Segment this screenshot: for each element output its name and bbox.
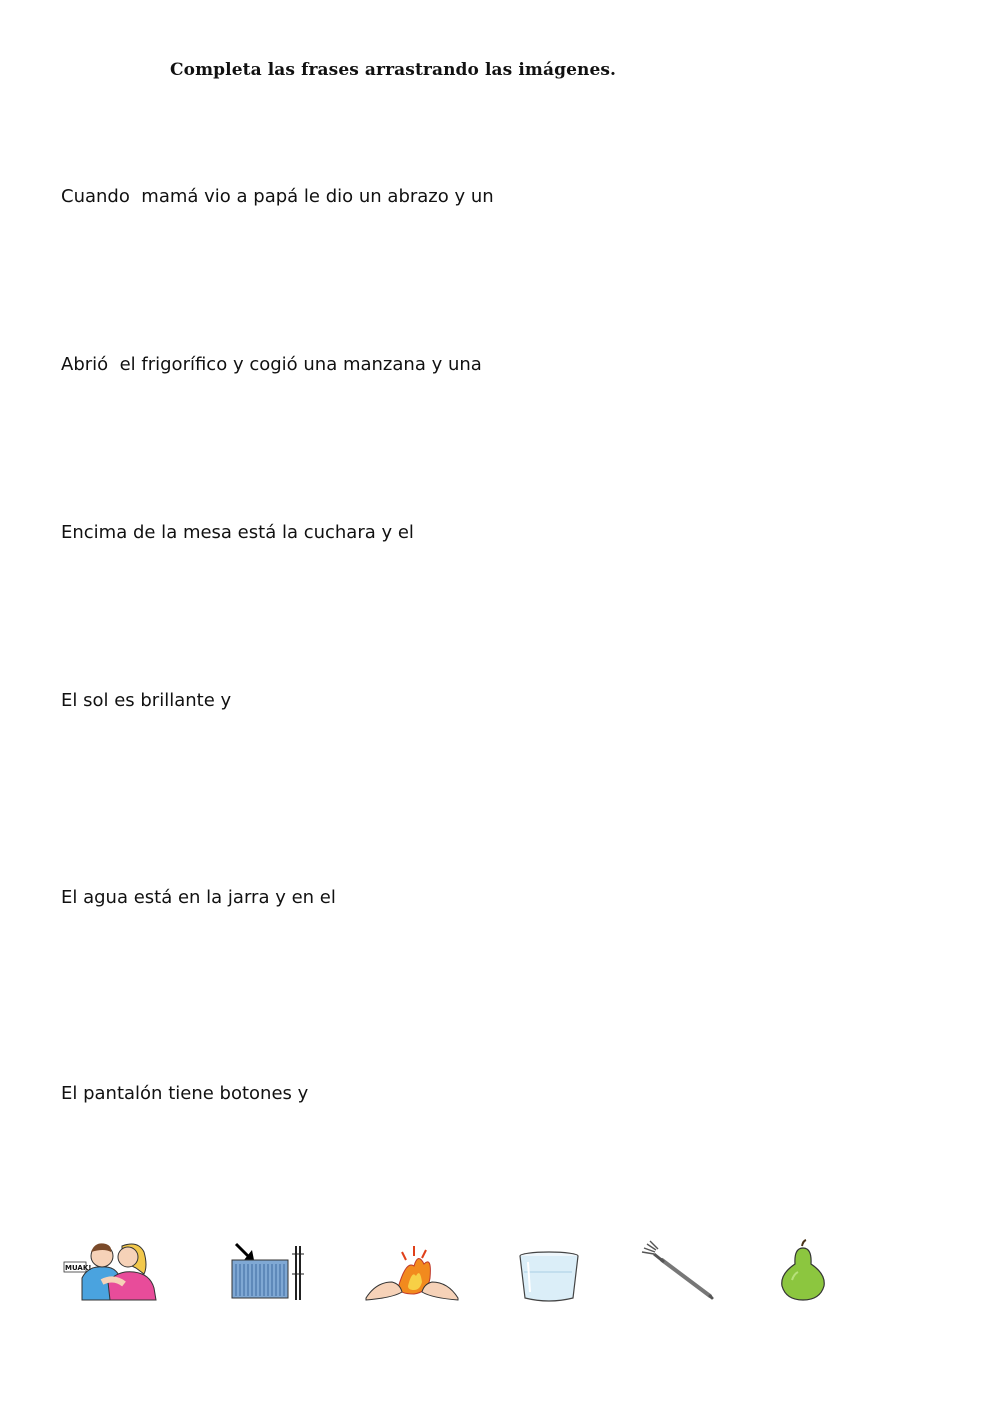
kiss-icon [62,1238,158,1304]
page-title: Completa las frases arrastrando las imágenes. [170,60,617,80]
pear-icon [776,1238,830,1304]
sentence-6: El pantalón tiene botones y [61,1083,309,1104]
draggable-fork-image[interactable] [640,1238,716,1304]
kiss-caption: MUAK! [65,1264,92,1272]
sentence-2: Abrió el frigorífico y cogió una manzana y una [61,354,482,375]
hot-fire-icon [362,1238,462,1304]
draggable-kiss-image[interactable] [62,1238,158,1304]
sentence-3: Encima de la mesa está la cuchara y el [61,522,414,543]
draggable-hot-image[interactable] [362,1238,462,1304]
draggable-zipper-image[interactable] [228,1238,306,1304]
draggable-glass-image[interactable] [516,1238,582,1304]
sentence-4: El sol es brillante y [61,690,232,711]
fork-icon [640,1238,716,1304]
sentence-5: El agua está en la jarra y en el [61,887,336,908]
sentence-1: Cuando mamá vio a papá le dio un abrazo y un [61,186,494,207]
draggable-pear-image[interactable] [776,1238,830,1304]
zipper-icon [228,1238,306,1304]
glass-icon [516,1238,582,1304]
